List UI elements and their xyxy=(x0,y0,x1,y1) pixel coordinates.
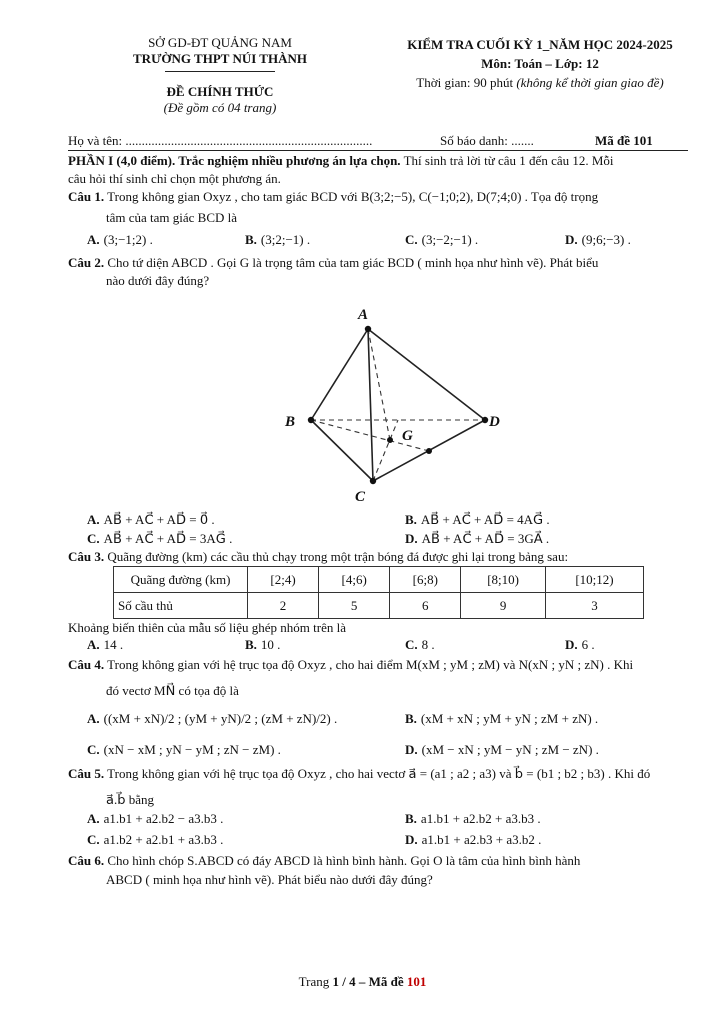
q2-option-a[interactable] xyxy=(87,512,215,528)
interval-cell: [2;4) xyxy=(248,567,319,593)
footer-page: 1 / 4 xyxy=(332,974,356,989)
q1-option-d-letter: D. xyxy=(565,232,578,247)
school-name: TRƯỜNG THPT NÚI THÀNH xyxy=(133,51,307,66)
q3-option-a[interactable] xyxy=(87,637,123,653)
label-g: G xyxy=(402,428,413,444)
q2-option-c-text: AB⃗ + AC⃗ + AD⃗ = 3AG⃗ . xyxy=(103,531,233,546)
label-c: C xyxy=(355,489,366,505)
q1-option-a-text: (3;−1;2) . xyxy=(103,232,153,247)
q5-option-a-letter: A. xyxy=(87,811,100,826)
table-row xyxy=(114,593,644,619)
q4-option-a[interactable] xyxy=(87,711,337,727)
q4-option-c-text: (xN − xM ; yN − yM ; zN − zM) . xyxy=(103,742,281,757)
question-2 xyxy=(68,255,598,271)
question-5-label: Câu 5. xyxy=(68,766,105,781)
point-b xyxy=(308,417,314,423)
interval-cell: [10;12) xyxy=(545,567,643,593)
q2-option-b[interactable] xyxy=(405,512,550,528)
count-cell: 3 xyxy=(545,593,643,619)
q1-option-a-letter: A. xyxy=(87,232,100,247)
q3-option-d-text: 6 . xyxy=(581,637,595,652)
question-1-label: Câu 1. xyxy=(68,189,105,204)
question-5-text: Trong không gian với hệ trục tọa độ Oxyz , cho hai vectơ a⃗ = (a1 ; a2 ; a3) và b⃗ = (b1 ; b2 ; b3) . Khi đó xyxy=(104,766,651,781)
q2-option-c-letter: C. xyxy=(87,531,100,546)
q2-option-c[interactable] xyxy=(87,531,232,547)
q4-option-b-letter: B. xyxy=(405,711,417,726)
label-d: D xyxy=(489,414,500,430)
q1-option-d[interactable] xyxy=(565,232,631,248)
count-cell: 9 xyxy=(461,593,546,619)
official-label: ĐỀ CHÍNH THỨC xyxy=(166,84,274,99)
table-row xyxy=(114,567,644,593)
q5-option-b-text: a1.b1 + a2.b2 + a3.b3 . xyxy=(420,811,541,826)
q3-option-a-letter: A. xyxy=(87,637,100,652)
question-5-text-2: a⃗.b⃗ bằng xyxy=(106,792,154,807)
part1-heading xyxy=(68,153,614,169)
question-4-text-2: đó vectơ MN⃗ có tọa độ là xyxy=(106,683,239,698)
question-6 xyxy=(68,853,580,869)
q4-option-d-letter: D. xyxy=(405,742,418,757)
q4-option-d[interactable] xyxy=(405,742,599,758)
q5-option-d-letter: D. xyxy=(405,832,418,847)
q5-option-d-text: a1.b1 + a2.b3 + a3.b2 . xyxy=(421,832,542,847)
edge-ab xyxy=(311,329,368,420)
question-1-text-2: tâm của tam giác BCD là xyxy=(106,210,238,225)
question-2-text-2: nào dưới đây đúng? xyxy=(106,273,210,288)
point-a xyxy=(365,326,371,332)
edge-bc xyxy=(311,420,373,481)
part1-instruction: Thí sinh trả lời từ câu 1 đến câu 12. Mỗi xyxy=(400,153,614,168)
midpoint-cd xyxy=(426,448,432,454)
time-line xyxy=(370,75,710,91)
question-1 xyxy=(68,189,598,205)
footer-code: 101 xyxy=(406,974,427,989)
edge-ac xyxy=(368,329,373,481)
question-3-label: Câu 3. xyxy=(68,549,105,564)
q3-option-c[interactable] xyxy=(405,637,435,653)
question-3-text: Quãng đường (km) các cầu thủ chạy trong một trận bóng đá được ghi lại trong bảng sau: xyxy=(104,549,569,564)
q1-option-c-letter: C. xyxy=(405,232,418,247)
table-header-cell: Số cầu thủ xyxy=(114,593,248,619)
q2-option-a-letter: A. xyxy=(87,512,100,527)
question-1-text: Trong không gian Oxyz , cho tam giác BCD với B(3;2;−5), C(−1;0;2), D(7;4;0) . Tọa độ trọng xyxy=(104,189,599,204)
student-id-field: Số báo danh: ....... xyxy=(440,133,534,148)
footer-mid: – Mã đề xyxy=(355,974,407,989)
table-header-cell: Quãng đường (km) xyxy=(114,567,248,593)
question-6-label: Câu 6. xyxy=(68,853,105,868)
time-label: Thời gian: 90 phút xyxy=(416,75,514,90)
q3-option-a-text: 14 . xyxy=(103,637,124,652)
question-2-text: Cho tứ diện ABCD . Gọi G là trọng tâm của tam giác BCD ( minh họa như hình vẽ). Phát biểu xyxy=(104,255,599,270)
q4-option-c-letter: C. xyxy=(87,742,100,757)
edge-ad xyxy=(368,329,485,420)
point-g xyxy=(387,437,393,443)
q1-option-c-text: (3;−2;−1) . xyxy=(421,232,479,247)
department-name: SỞ GD-ĐT QUẢNG NAM xyxy=(148,35,292,50)
q2-option-b-text: AB⃗ + AC⃗ + AD⃗ = 4AG⃗ . xyxy=(420,512,550,527)
q2-option-d-text: AB⃗ + AC⃗ + AD⃗ = 3GA⃗ . xyxy=(421,531,550,546)
label-a: A xyxy=(358,307,369,323)
subject-line: Môn: Toán – Lớp: 12 xyxy=(481,56,599,71)
q3-option-b-text: 10 . xyxy=(260,637,281,652)
label-b: B xyxy=(285,414,296,430)
q1-option-b-letter: B. xyxy=(245,232,257,247)
count-cell: 5 xyxy=(319,593,390,619)
name-row-divider xyxy=(68,150,688,151)
q2-option-a-text: AB⃗ + AC⃗ + AD⃗ = 0⃗ . xyxy=(103,512,215,527)
q5-option-b-letter: B. xyxy=(405,811,417,826)
exam-code: Mã đề 101 xyxy=(595,133,653,148)
q2-option-d-letter: D. xyxy=(405,531,418,546)
q5-option-c[interactable] xyxy=(87,832,223,848)
q4-option-c[interactable] xyxy=(87,742,281,758)
count-cell: 2 xyxy=(248,593,319,619)
question-3-text-2: Khoảng biến thiên của mẫu số liệu ghép nhóm trên là xyxy=(68,620,346,635)
exam-title: KIỂM TRA CUỐI KỲ 1_NĂM HỌC 2024-2025 xyxy=(407,37,673,52)
question-6-text: Cho hình chóp S.ABCD có đáy ABCD là hình bình hành. Gọi O là tâm của hình bình hành xyxy=(104,853,581,868)
page-count-note: (Đề gồm có 04 trang) xyxy=(163,100,277,115)
name-field: Họ và tên: ............................................................................ xyxy=(68,133,373,148)
q3-option-b[interactable] xyxy=(245,637,280,653)
distance-table xyxy=(113,566,644,619)
q4-option-b-text: (xM + xN ; yM + yN ; zM + zN) . xyxy=(420,711,599,726)
q5-option-a[interactable] xyxy=(87,811,223,827)
q4-option-a-letter: A. xyxy=(87,711,100,726)
q5-option-c-text: a1.b2 + a2.b1 + a3.b3 . xyxy=(103,832,224,847)
q5-option-d[interactable] xyxy=(405,832,541,848)
q5-option-a-text: a1.b1 + a2.b2 − a3.b3 . xyxy=(103,811,224,826)
q3-option-d-letter: D. xyxy=(565,637,578,652)
footer-prefix: Trang xyxy=(298,974,333,989)
interval-cell: [4;6) xyxy=(319,567,390,593)
count-cell: 6 xyxy=(390,593,461,619)
q1-option-d-text: (9;6;−3) . xyxy=(581,232,631,247)
point-c xyxy=(370,478,376,484)
part1-title: PHẦN I (4,0 điểm). Trắc nghiệm nhiều phương án lựa chọn. xyxy=(68,153,401,168)
q1-option-a[interactable] xyxy=(87,232,153,248)
header-divider xyxy=(165,71,275,72)
q1-option-b-text: (3;2;−1) . xyxy=(260,232,311,247)
q5-option-b[interactable] xyxy=(405,811,541,827)
point-d xyxy=(482,417,488,423)
q5-option-c-letter: C. xyxy=(87,832,100,847)
interval-cell: [8;10) xyxy=(461,567,546,593)
question-6-text-2: ABCD ( minh họa như hình vẽ). Phát biểu nào dưới đây đúng? xyxy=(106,872,433,887)
q3-option-c-letter: C. xyxy=(405,637,418,652)
q4-option-b[interactable] xyxy=(405,711,598,727)
time-note: (không kể thời gian giao đề) xyxy=(516,75,664,90)
q4-option-d-text: (xM − xN ; yM − yN ; zM − zN) . xyxy=(421,742,599,757)
q3-option-d[interactable] xyxy=(565,637,595,653)
q4-option-a-text: ((xM + xN)/2 ; (yM + yN)/2 ; (zM + zN)/2) . xyxy=(103,711,338,726)
question-4-text: Trong không gian với hệ trục tọa độ Oxyz , cho hai điểm M(xM ; yM ; zM) và N(xN ; yN ; zN) . Khi xyxy=(104,657,634,672)
part1-instruction-2: câu hỏi thí sinh chỉ chọn một phương án. xyxy=(68,171,281,186)
page-footer xyxy=(0,974,725,990)
question-4-label: Câu 4. xyxy=(68,657,105,672)
q3-option-b-letter: B. xyxy=(245,637,257,652)
q1-option-c[interactable] xyxy=(405,232,478,248)
q2-option-d[interactable] xyxy=(405,531,549,547)
q1-option-b[interactable] xyxy=(245,232,310,248)
interval-cell: [6;8) xyxy=(390,567,461,593)
tetrahedron-figure xyxy=(280,300,510,505)
question-4 xyxy=(68,657,633,673)
q2-option-b-letter: B. xyxy=(405,512,417,527)
question-5 xyxy=(68,766,650,782)
median-c xyxy=(373,420,398,481)
question-3 xyxy=(68,549,568,565)
question-2-label: Câu 2. xyxy=(68,255,105,270)
q3-option-c-text: 8 . xyxy=(421,637,435,652)
